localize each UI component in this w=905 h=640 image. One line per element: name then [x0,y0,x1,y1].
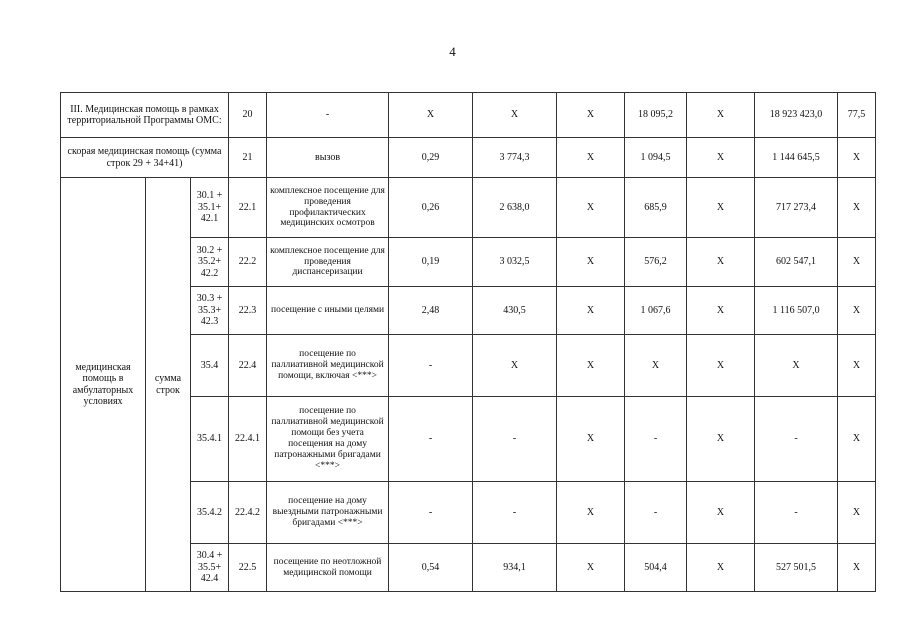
value-cell: X [687,238,755,287]
value-cell: - [755,482,838,544]
table-row [61,138,876,178]
value-cell: - [389,397,473,482]
page-number: 4 [449,44,456,59]
value-cell: X [473,93,557,138]
value-cell: - [625,397,687,482]
value-cell: X [557,397,625,482]
value-cell: X [687,544,755,592]
value-cell: 18 095,2 [625,93,687,138]
value-cell: X [557,482,625,544]
value-cell: X [838,544,876,592]
unit-cell: комплексное посещение для проведения диспансеризации [267,238,389,287]
value-cell: X [687,138,755,178]
unit-cell: посещение по паллиативной медицинской помощи, включая <***> [267,335,389,397]
value-cell: X [838,138,876,178]
line-number: 22.1 [229,178,267,238]
value-cell: X [625,335,687,397]
ref-cell: 30.4 + 35.5+ 42.4 [191,544,229,592]
sum-label: сумма строк [146,178,191,592]
line-number: 22.2 [229,238,267,287]
value-cell: X [687,482,755,544]
value-cell: X [557,544,625,592]
group-label: медицинская помощь в амбулаторных условиях [61,178,146,592]
ref-cell: 35.4 [191,335,229,397]
value-cell: - [625,482,687,544]
value-cell: 0,29 [389,138,473,178]
value-cell: X [557,335,625,397]
ref-cell: 35.4.2 [191,482,229,544]
value-cell: 77,5 [838,93,876,138]
value-cell: X [557,93,625,138]
unit-cell: посещение по паллиативной медицинской помощи без учета посещения на дому патронажными бригадами <***> [267,397,389,482]
line-number: 21 [229,138,267,178]
row-name: III. Медицинская помощь в рамках территориальной Программы ОМС: [61,93,229,138]
unit-cell: - [267,93,389,138]
line-number: 22.4.2 [229,482,267,544]
value-cell: 504,4 [625,544,687,592]
value-cell: X [838,482,876,544]
value-cell: X [557,287,625,335]
value-cell: 602 547,1 [755,238,838,287]
value-cell: X [473,335,557,397]
value-cell: 3 774,3 [473,138,557,178]
value-cell: X [687,335,755,397]
value-cell: - [755,397,838,482]
value-cell: 685,9 [625,178,687,238]
line-number: 22.5 [229,544,267,592]
unit-cell: комплексное посещение для проведения профилактических медицинских осмотров [267,178,389,238]
value-cell: 1 144 645,5 [755,138,838,178]
ref-cell: 30.3 + 35.3+ 42.3 [191,287,229,335]
value-cell: X [557,138,625,178]
value-cell: 0,54 [389,544,473,592]
value-cell: 18 923 423,0 [755,93,838,138]
value-cell: 430,5 [473,287,557,335]
table-row [61,178,876,238]
value-cell: X [838,397,876,482]
unit-cell: посещение на дому выездными патронажными бригадами <***> [267,482,389,544]
value-cell: X [389,93,473,138]
value-cell: 717 273,4 [755,178,838,238]
value-cell: X [838,335,876,397]
value-cell: X [687,178,755,238]
value-cell: X [838,287,876,335]
value-cell: X [687,287,755,335]
line-number: 22.4.1 [229,397,267,482]
value-cell: 0,26 [389,178,473,238]
value-cell: 2 638,0 [473,178,557,238]
value-cell: X [687,397,755,482]
line-number: 22.4 [229,335,267,397]
value-cell: - [473,482,557,544]
ref-cell: 30.2 + 35.2+ 42.2 [191,238,229,287]
ref-cell: 30.1 + 35.1+ 42.1 [191,178,229,238]
value-cell: - [473,397,557,482]
line-number: 20 [229,93,267,138]
value-cell: 0,19 [389,238,473,287]
value-cell: X [838,238,876,287]
value-cell: - [389,335,473,397]
value-cell: 1 067,6 [625,287,687,335]
unit-cell: посещение по неотложной медицинской помощи [267,544,389,592]
value-cell: 1 116 507,0 [755,287,838,335]
row-name: скорая медицинская помощь (сумма строк 29 + 34+41) [61,138,229,178]
budget-table [60,92,876,592]
value-cell: 3 032,5 [473,238,557,287]
value-cell: 2,48 [389,287,473,335]
value-cell: X [557,178,625,238]
value-cell: - [389,482,473,544]
unit-cell: вызов [267,138,389,178]
value-cell: X [755,335,838,397]
value-cell: 1 094,5 [625,138,687,178]
line-number: 22.3 [229,287,267,335]
value-cell: 934,1 [473,544,557,592]
value-cell: 576,2 [625,238,687,287]
unit-cell: посещение с иными целями [267,287,389,335]
value-cell: 527 501,5 [755,544,838,592]
value-cell: X [687,93,755,138]
value-cell: X [838,178,876,238]
table-row [61,93,876,138]
value-cell: X [557,238,625,287]
ref-cell: 35.4.1 [191,397,229,482]
